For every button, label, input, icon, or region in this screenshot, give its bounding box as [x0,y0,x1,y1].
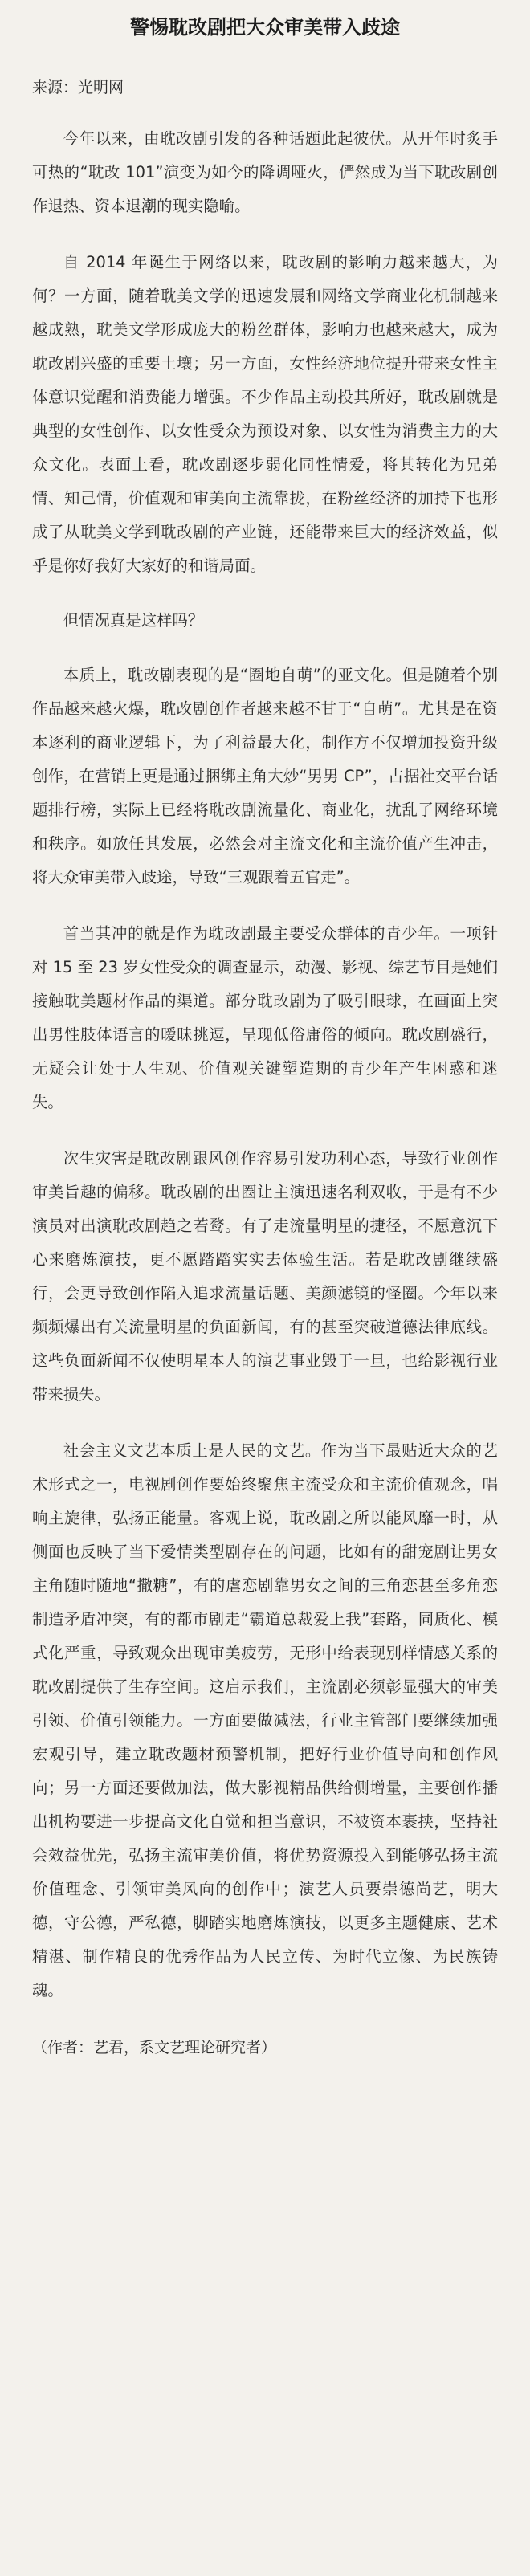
article-title: 警惕耽改剧把大众审美带入歧途 [130,16,400,39]
paragraph-background: 自 2014 年诞生于网络以来，耽改剧的影响力越来越大，为何？一方面，随着耽美文学的迅速发展和网络文学商业化机制越来越成熟，耽美文学形成庞大的粉丝群体，影响力也越来越大，成为耽改剧兴盛的重要土壤；另一方面，女性经济地位提升带来女性主体意识觉醒和消费能力增强。不少作品主动投其所好，耽改剧就是典型的女性创作、以女性受众为预设对象、以女性为消费主力的大众文化。表面上看，耽改剧逐步弱化同性情爱，将其转化为兄弟情、知己情，价值观和审美向主流靠拢，在粉丝经济的加持下也形成了从耽美文学到耽改剧的产业链，还能带来巨大的经济效益，似乎是你好我好大家好的和谐局面。 [32,253,498,575]
paragraph-intro: 今年以来，由耽改剧引发的各种话题此起彼伏。从开年时炙手可热的“耽改 101”演变为如今的降调哑火，俨然成为当下耽改剧创作退热、资本退潮的现实隐喻。 [32,129,498,215]
paragraph-conclusion: 社会主义文艺本质上是人民的文艺。作为当下最贴近大众的艺术形式之一，电视剧创作要始终聚焦主流受众和主流价值观念，唱响主旋律，弘扬正能量。客观上说，耽改剧之所以能风靡一时，从侧面也反映了当下爱情类型剧存在的问题，比如有的甜宠剧让男女主角随时随地“撒糖”，有的虐恋剧靠男女之间的三角恋甚至多角恋制造矛盾冲突，有的都市剧走“霸道总裁爱上我”套路，同质化、模式化严重，导致观众出现审美疲劳，无形中给表现别样情感关系的耽改剧提供了生存空间。这启示我们，主流剧必须彰显强大的审美引领、价值引领能力。一方面要做减法，行业主管部门要继续加强宏观引导，建立耽改题材预警机制，把好行业价值导向和创作风向；另一方面还要做加法，做大影视精品供给侧增量，主要创作播出机构要进一步提高文化自觉和担当意识，不被资本裹挟，坚持社会效益优先，弘扬主流审美价值，将优势资源投入到能够弘扬主流价值理念、引领审美风向的创作中；演艺人员要崇德尚艺，明大德，守公德，严私德，脚踏实地磨炼演技，以更多主题健康、艺术精湛、制作精良的优秀作品为人民立传、为时代立像、为民族铸魂。 [32,1441,498,1999]
article-source: 来源：光明网 [32,79,124,96]
paragraph-youth-impact: 首当其冲的就是作为耽改剧最主要受众群体的青少年。一项针对 15 至 23 岁女性受众的调查显示，动漫、影视、综艺节目是她们接触耽美题材作品的渠道。部分耽改剧为了吸引眼球，在画面上突出男性肢体语言的暧昧挑逗，呈现低俗庸俗的倾向。耽改剧盛行，无疑会让处于人生观、价值观关键塑造期的青少年产生困惑和迷失。 [32,924,498,1111]
paragraph-essence: 本质上，耽改剧表现的是“圈地自萌”的亚文化。但是随着个别作品越来越火爆，耽改剧创作者越来越不甘于“自萌”。尤其是在资本逐利的商业逻辑下，为了利益最大化，制作方不仅增加投资升级创作，在营销上更是通过捆绑主角大炒“男男 CP”，占据社交平台话题排行榜，实际上已经将耽改剧流量化、商业化，扰乱了网络环境和秩序。如放任其发展，必然会对主流文化和主流价值产生冲击，将大众审美带入歧途，导致“三观跟着五官走”。 [32,666,498,887]
article-author: （作者：艺君，系文艺理论研究者） [32,2039,277,2056]
paragraph-industry-impact: 次生灾害是耽改剧跟风创作容易引发功利心态，导致行业创作审美旨趣的偏移。耽改剧的出圈让主演迅速名利双收，于是有不少演员对出演耽改剧趋之若鹜。有了走流量明星的捷径，不愿意沉下心来磨炼演技，更不愿踏踏实实去体验生活。若是耽改剧继续盛行，会更导致创作陷入追求流量话题、美颜滤镜的怪圈。今年以来频频爆出有关流量明星的负面新闻，有的甚至突破道德法律底线。 这些负面新闻不仅使明星本人的演艺事业毁于一旦，也给影视行业带来损失。 [32,1149,498,1404]
paragraph-question: 但情况真是这样吗？ [63,611,204,630]
